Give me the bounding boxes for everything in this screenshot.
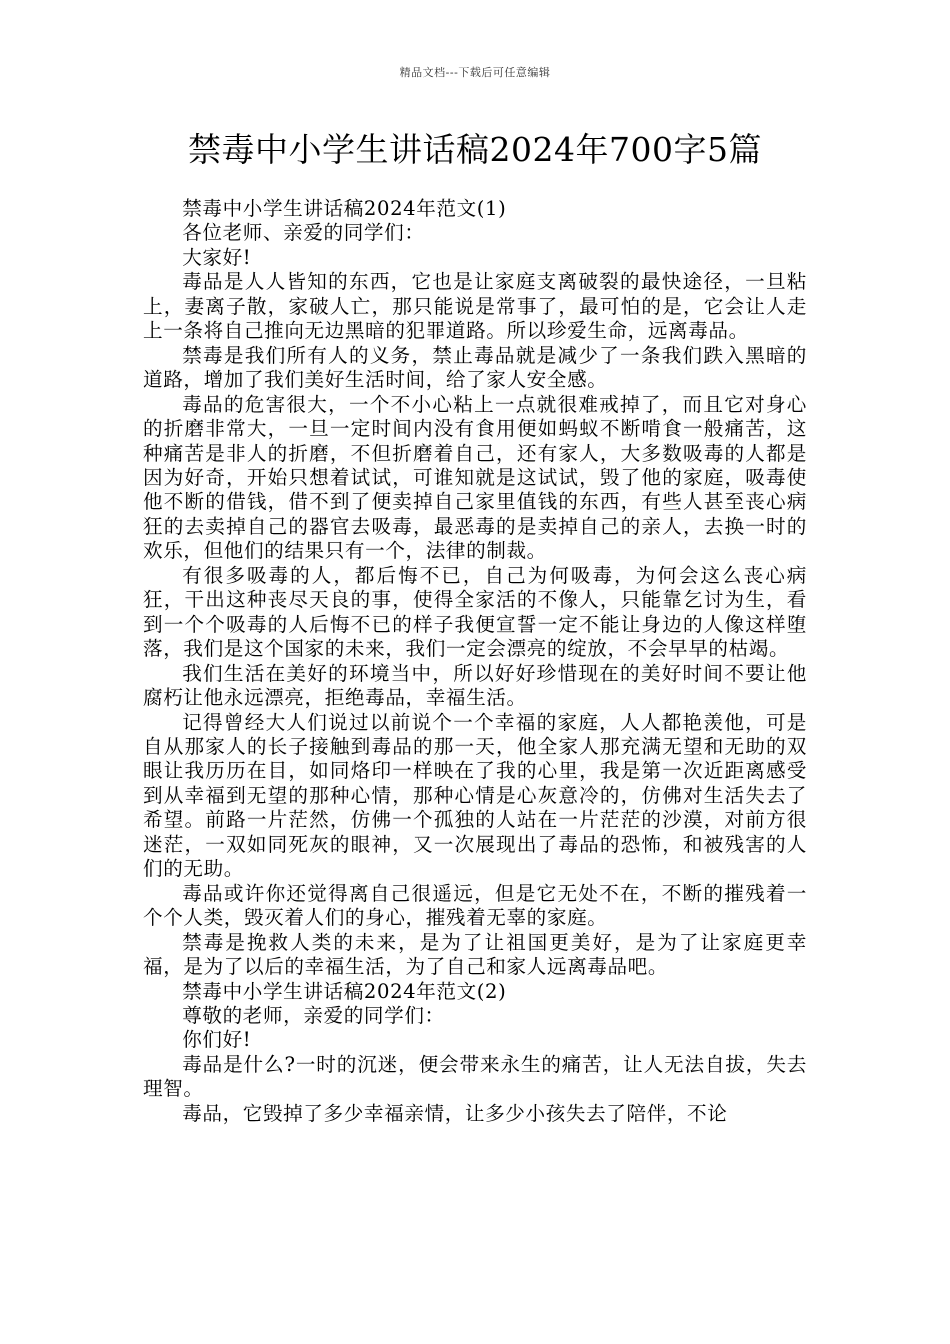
paragraph: 禁毒是挽救人类的未来，是为了让祖国更美好，是为了让家庭更幸福，是为了以后的幸福生活，为了自己和家人远离毒品吧。 — [143, 930, 807, 979]
paragraph: 你们好! — [182, 1028, 252, 1052]
paragraph: 毒品是人人皆知的东西，它也是让家庭支离破裂的最快途径，一旦粘上，妻离子散，家破人亡，那只能说是常事了，最可怕的是，它会让人走上一条将自己推向无边黑暗的犯罪道路。所以珍爱生命，远离毒品。 — [143, 270, 807, 343]
document-body — [143, 197, 807, 1126]
paragraph: 禁毒是我们所有人的义务，禁止毒品就是减少了一条我们跌入黑暗的道路，增加了我们美好生活时间，给了家人安全感。 — [143, 343, 807, 392]
document-title: 禁毒中小学生讲话稿2024年700字5篇 — [188, 130, 762, 169]
paragraph: 尊敬的老师，亲爱的同学们： — [182, 1003, 445, 1027]
paragraph: 记得曾经大人们说过以前说个一个幸福的家庭，人人都艳羡他，可是自从那家人的长子接触到毒品的那一天，他全家人那充满无望和无助的双眼让我历历在目，如同烙印一样映在了我的心里，我是第一次近距离感受到从幸福到无望的那种心情，那种心情是心灰意冷的，仿佛对生活失去了希望。前路一片茫然，仿佛一个孤独的人站在一片茫茫的沙漠，对前方很迷茫，一双如同死灰的眼神，又一次展现出了毒品的恐怖，和被残害的人们的无助。 — [143, 710, 807, 881]
paragraph: 大家好! — [182, 245, 252, 269]
paragraph: 禁毒中小学生讲话稿2024年范文(1) — [182, 197, 507, 220]
paragraph: 各位老师、亲爱的同学们： — [182, 221, 425, 245]
paragraph: 毒品的危害很大，一个不小心粘上一点就很难戒掉了，而且它对身心的折磨非常大，一旦一定时间内没有食用便如蚂蚁不断啃食一般痛苦，这种痛苦是非人的折磨，不但折磨着自己，还有家人，大多数吸毒的人都是因为好奇，开始只想着试试，可谁知就是这试试，毁了他的家庭，吸毒使他不断的借钱，借不到了便卖掉自己家里值钱的东西，有些人甚至丧心病狂的去卖掉自己的器官去吸毒，最恶毒的是卖掉自己的亲人，去换一时的欢乐，但他们的结果只有一个，法律的制裁。 — [143, 392, 807, 563]
paragraph: 毒品，它毁掉了多少幸福亲情，让多少小孩失去了陪伴，不论 — [182, 1101, 728, 1125]
paragraph: 有很多吸毒的人，都后悔不已，自己为何吸毒，为何会这么丧心病狂，干出这种丧尽天良的事，使得全家活的不像人，只能靠乞讨为生，看到一个个吸毒的人后悔不已的样子我便宣誓一定不能让身边的人像这样堕落，我们是这个国家的未来，我们一定会漂亮的绽放，不会早早的枯竭。 — [143, 563, 807, 661]
header-note: 精品文档---下载后可任意编辑 — [399, 66, 551, 79]
paragraph: 毒品是什么?一时的沉迷，便会带来永生的痛苦，让人无法自拔，失去理智。 — [143, 1052, 807, 1101]
paragraph: 禁毒中小学生讲话稿2024年范文(2) — [182, 979, 507, 1003]
paragraph: 我们生活在美好的环境当中，所以好好珍惜现在的美好时间不要让他腐朽让他永远漂亮，拒绝毒品，幸福生活。 — [143, 661, 807, 710]
paragraph: 毒品或许你还觉得离自己很遥远，但是它无处不在，不断的摧残着一个个人类，毁灭着人们的身心，摧残着无辜的家庭。 — [143, 881, 807, 930]
